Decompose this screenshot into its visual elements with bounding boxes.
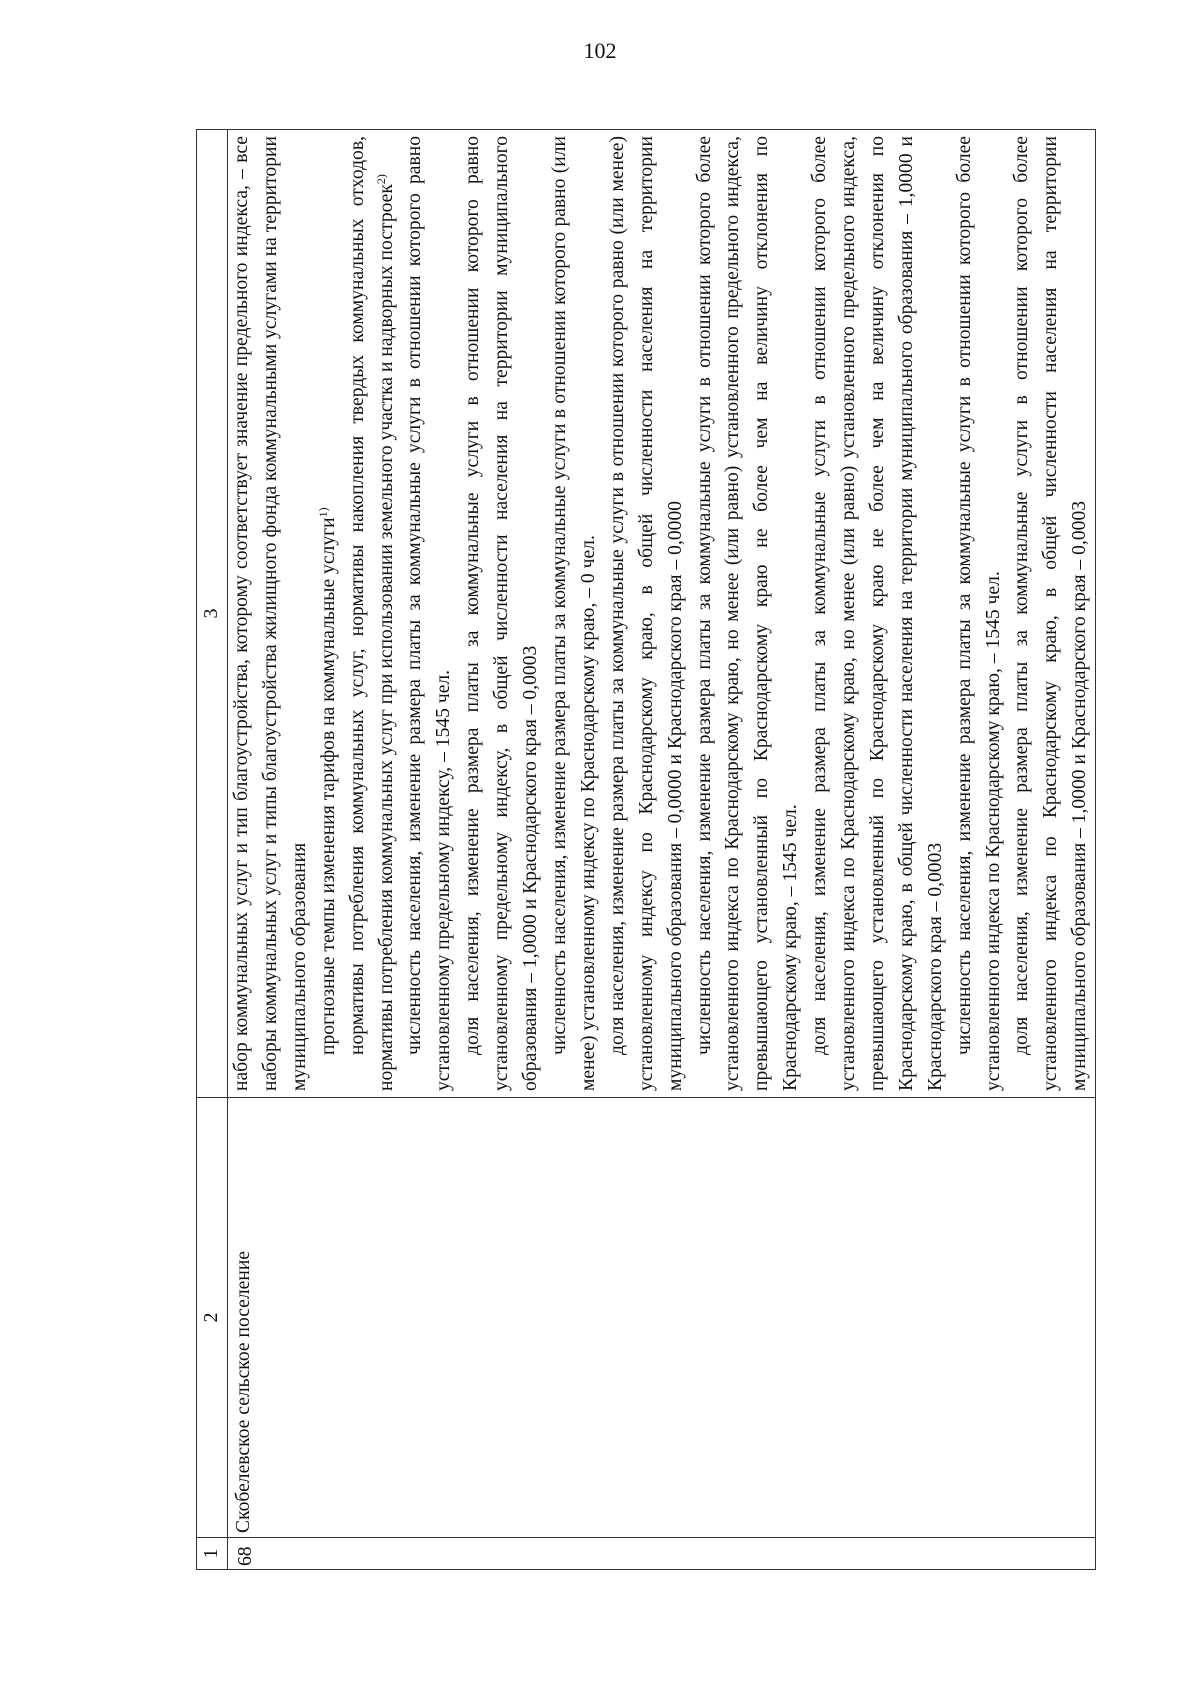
column-header-3: 3 [197,130,228,1098]
indicator-paragraph: набор коммунальных услуг и тип благоустройства, которому соответствует значение предельного индекса, – все наборы коммунальных услуг и типы благоустройства жилищного фонда коммунальными услугами на территории муниципального образования [231,136,310,1091]
indicator-paragraph: численность населения, изменение размера платы за коммунальные услуги в отношении которого более установленного индекса по Краснодарскому краю, – 1545 чел. [953,136,1004,1091]
indicator-paragraph: доля населения, изменение размера платы за коммунальные услуги в отношении которого более установленного индекса по Краснодарскому краю, в общей численности населения на территории муниципального образования – 1,0000 и Краснодарского края – 0,0003 [1011,136,1091,1091]
page-number: 102 [583,38,617,63]
footnote-ref: 2) [373,174,388,185]
indicator-paragraph: доля населения, изменение размера платы за коммунальные услуги в отношении которого равно (или менее) установленному индексу по Краснодарскому краю, в общей численности населения на территории муниципального образования – 0,0000 и Краснодарского края – 0,0000 [606,136,686,1091]
column-header-1: 1 [197,1538,228,1570]
row-number: 68 [228,1538,1096,1570]
table-row [228,130,1096,1570]
indicator-paragraph: прогнозные темпы изменения тарифов на коммунальные услуги$^{1)}$ [315,507,339,1055]
rotated-table-wrapper [196,130,1096,1570]
indicator-paragraph: доля населения, изменение размера платы за коммунальные услуги в отношении которого равно установленному предельному индексу, в общей численности населения на территории муниципального образования – 1,0000 и Краснодарского края – 0,0003 [462,136,542,1091]
indicators-cell [228,130,1096,1098]
column-header-2: 2 [197,1098,228,1538]
indicator-paragraph: численность населения, изменение размера платы за коммунальные услуги в отношении которого равно (или менее) установленному индексу по Краснодарскому краю, – 0 чел. [548,136,599,1091]
document-table [196,129,1096,1570]
indicator-paragraph: доля населения, изменение размера платы за коммунальные услуги в отношении которого более установленного индекса по Краснодарскому краю, но менее (или равно) установленного предельного индекса, превышающего установленный по Краснодарскому краю не более чем на величину отклонения по Краснодарскому краю, в общей численности населения на территории муниципального образования – 1,0000 и Краснодарского края – 0,0003 [809,136,946,1091]
footnote-ref: 1) [315,507,330,518]
indicator-paragraph: нормативы потребления коммунальных услуг, нормативы накопления твердых коммунальных отходов, нормативы потребления коммунальных услуг при использовании земельного участка и надворных построек$^{2)}$ [346,136,397,1091]
indicator-paragraph: численность населения, изменение размера платы за коммунальные услуги в отношении которого равно установленному предельному индексу, – 1545 чел. [404,136,455,1091]
municipality-name: Скобелевское сельское поселение [228,1098,1096,1538]
indicator-paragraph: численность населения, изменение размера платы за коммунальные услуги в отношении которого более установленного индекса по Краснодарскому краю, но менее (или равно) установленного предельного индекса, превышающего установленный по Краснодарскому краю не более чем на величину отклонения по Краснодарскому краю, – 1545 чел. [693,136,802,1091]
table-header-row [197,130,228,1570]
